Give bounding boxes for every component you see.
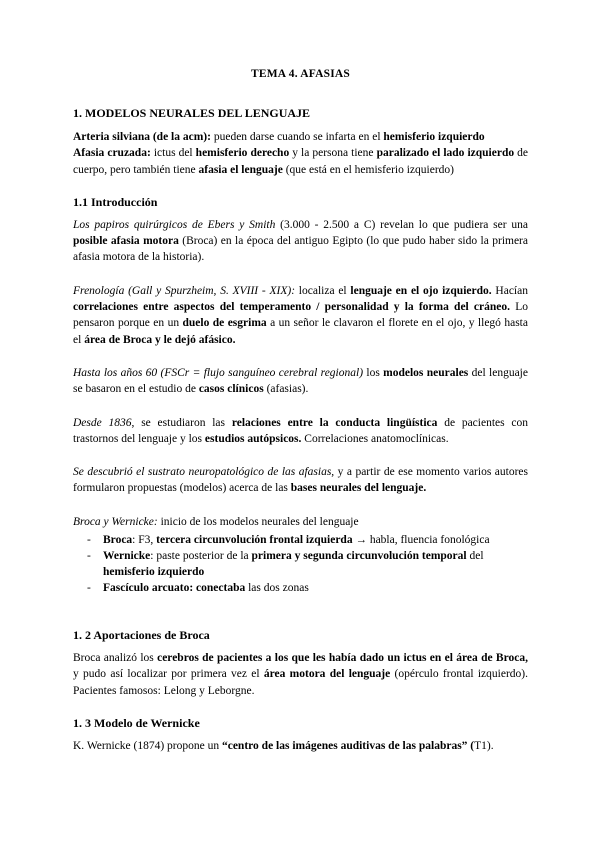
- paragraph-arteria-silviana: Arteria silviana (de la acm): pueden darse cuando se infarta en el hemisferio izquierdo: [73, 131, 485, 143]
- section-heading-modelo-wernicke: 1. 3 Modelo de Wernicke: [73, 715, 200, 730]
- paragraph-wernicke-1874: K. Wernicke (1874) propone un “centro de las imágenes auditivas de las palabras” (T1).: [73, 739, 494, 752]
- paragraph-hasta-anos-60: Hasta los años 60 (FSCr = flujo sanguíneo cerebral regional) los modelos neurales del lenguaje se basaron en el estudio de casos clínicos (afasias).: [73, 366, 528, 396]
- list-item: - Fascículo arcuato: conectaba las dos zonas: [87, 582, 309, 595]
- bullet-list: [73, 532, 528, 596]
- paragraph-desde-1836: Desde 1836, se estudiaron las relaciones entre la conducta lingüística de pacientes con trastornos del lenguaje y los estudios autópsicos. Correlaciones anatomoclínicas.: [73, 416, 528, 445]
- document-page: [73, 68, 528, 754]
- section-heading-modelos-neurales: 1. MODELOS NEURALES DEL LENGUAJE: [73, 106, 311, 120]
- list-item: - Broca: F3, tercera circunvolución frontal izquierda → habla, fluencia fonológica: [87, 534, 490, 547]
- paragraph-afasia-cruzada: Afasia cruzada: ictus del hemisferio derecho y la persona tiene paralizado el lado izquierdo de cuerpo, pero también tiene afasia el lenguaje (que está en el hemisferio izquierdo): [73, 147, 529, 176]
- list-item: - Wernicke: paste posterior de la primera y segunda circunvolución temporal del hemisferio izquierdo: [87, 550, 484, 579]
- paragraph-frenologia: Frenología (Gall y Spurzheim, S. XVIII - XIX): localiza el lenguaje en el ojo izquierdo. Hacían correlaciones entre aspectos del temperamento / personalidad y la forma del cráneo. Lo pensaron porque en un duelo de esgrima a un señor le clavaron el florete en el ojo, y llegó hasta el área de Broca y le dejó afásico.: [73, 284, 528, 346]
- paragraph-broca-wernicke: Broca y Wernicke: inicio de los modelos neurales del lenguaje: [73, 515, 359, 528]
- document-title: TEMA 4. AFASIAS: [251, 68, 350, 80]
- section-heading-aportaciones-broca: 1. 2 Aportaciones de Broca: [73, 628, 210, 643]
- paragraph-papiros: Los papiros quirúrgicos de Ebers y Smith (3.000 - 2.500 a C) revelan lo que pudiera ser una posible afasia motora (Broca) en la época del antiguo Egipto (lo que pudo haber sido la primera afasia motora de la historia).: [73, 218, 528, 264]
- section-heading-introduccion: 1.1 Introducción: [73, 194, 158, 209]
- paragraph-sustrato: Se descubrió el sustrato neuropatológico de las afasias, y a partir de ese momento varios autores formularon propuestas (modelos) acerca de las bases neurales del lenguaje.: [73, 466, 528, 495]
- paragraph-broca-analizo: Broca analizó los cerebros de pacientes a los que les había dado un ictus en el área de Broca, y pudo así localizar por primera vez el área motora del lenguaje (opérculo frontal izquierdo). Pacientes famosos: Lelong y Leborgne.: [73, 652, 528, 697]
